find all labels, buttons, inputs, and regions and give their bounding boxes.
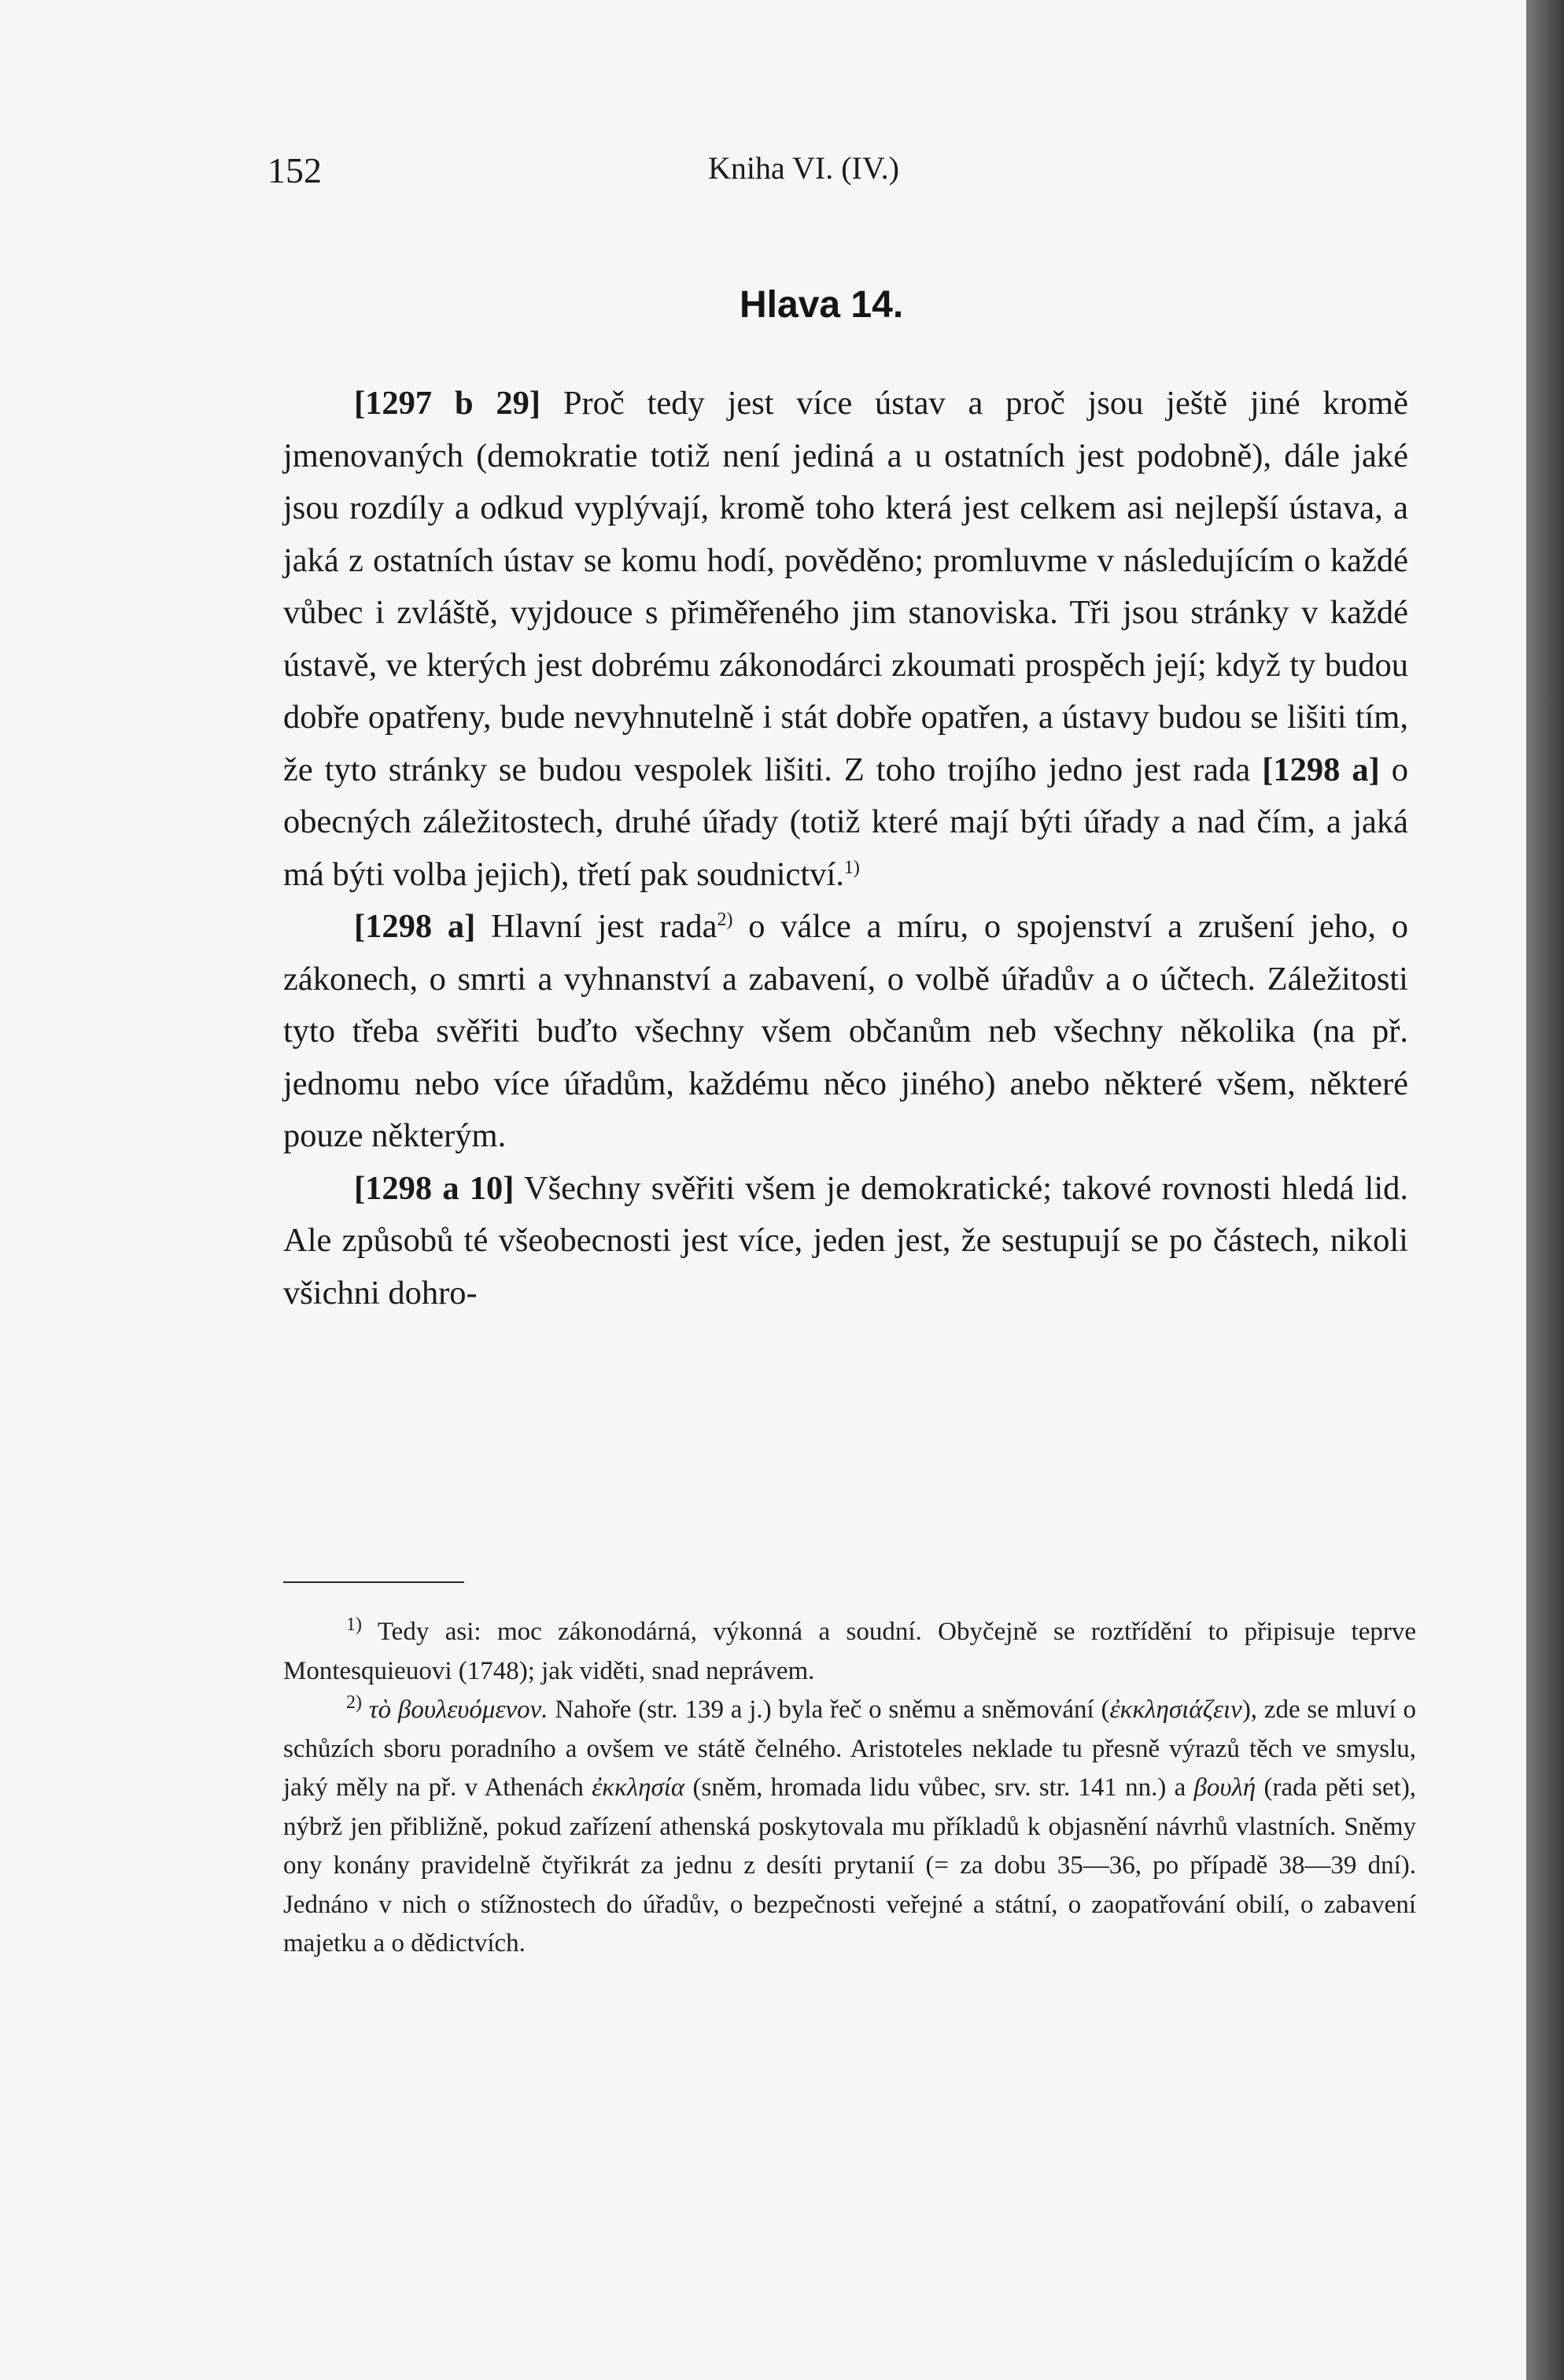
- paragraph-text: o obecných záležitostech, druhé úřady (totiž které mají býti úřady a nad čím, a jaká má býti volba jejich), třetí pak soudnictví.: [283, 751, 1409, 893]
- footnote-text: (rada pěti set), nýbrž jen přibližně, pokud zařízení athenská poskytovala mu příkladů k objasnění návrhů vlastních. Sněmy ony konány pravidelně čtyřikrát za jednu z desíti prytanií (= za dobu 35—36, po případě 38—39 dní). Jednáno v nich o stížnostech do úřadův, o bezpečnosti veřejné a státní, o zaopatřování obilí, o zabavení majetku a o dědictvích.: [283, 1773, 1417, 1958]
- paragraph-text: Všechny svěřiti všem je demokratické; takové rovnosti hledá lid. Ale způsobů té všeobecnosti jest více, jeden jest, že sestupují se po částech, nikoli všichni dohro-: [283, 1169, 1408, 1312]
- greek-term: βουλή: [1193, 1773, 1256, 1802]
- footnote-divider: [283, 1581, 464, 1583]
- page-number: 152: [267, 150, 322, 190]
- chapter-title: Hlava 14.: [740, 284, 904, 326]
- footnote-marker: 2): [717, 909, 733, 930]
- paragraph-1: [283, 378, 1408, 901]
- paragraph-3: [283, 1163, 1408, 1320]
- body-text: [283, 378, 1408, 1319]
- footnote-1: [283, 1613, 1416, 1691]
- footnote-marker: 2): [346, 1692, 362, 1713]
- greek-term: τὸ βουλευόμενον.: [368, 1696, 548, 1724]
- footnotes: [283, 1613, 1416, 1964]
- paragraph-text: Hlavní jest rada: [491, 908, 717, 945]
- footnote-text: ), zde se mluví o schůzích sboru poradního a ovšem ve státě čelného. Aristoteles neklade tu přesně výrazů těch ve smyslu, jaký měly na př. v Athenách: [283, 1696, 1417, 1802]
- paragraph-text: o válce a míru, o spojenství a zrušení jeho, o zákonech, o smrti a vyhnanství a zabavení, o volbě úřadův a o účtech. Záležitosti tyto třeba svěřiti buďto všechny všem občanům neb všechny několika (na př. jednomu nebo více úřadům, každému něco jiného) anebo některé všem, některé pouze některým.: [283, 908, 1408, 1154]
- footnote-marker: 1): [843, 857, 860, 878]
- running-head: Kniha VI. (IV.): [708, 150, 899, 186]
- footnote-text: Tedy asi: moc zákonodárná, výkonná a soudní. Obyčejně se roztřídění to připisuje teprve Montesquieuovi (1748); jak viděti, snad neprávem.: [283, 1618, 1416, 1685]
- bekker-reference: [1297 b 29]: [354, 385, 541, 422]
- paragraph-2: [283, 901, 1408, 1163]
- bekker-reference: [1298 a]: [354, 908, 476, 945]
- greek-term: ἐκκλησία: [592, 1773, 685, 1802]
- page-edge-shadow: [1526, 0, 1564, 2380]
- footnote-text: (sněm, hromada lidu vůbec, srv. str. 141 nn.) a: [692, 1773, 1186, 1802]
- greek-term: ἐκκλησιάζειν: [1109, 1696, 1242, 1724]
- footnote-2: [283, 1691, 1416, 1964]
- bekker-reference: [1298 a]: [1262, 751, 1380, 788]
- footnote-text: Nahoře (str. 139 a j.) byla řeč o sněmu a sněmování (: [555, 1696, 1110, 1724]
- footnote-marker: 1): [346, 1614, 362, 1635]
- page-header: [267, 149, 1408, 197]
- paragraph-text: Proč tedy jest více ústav a proč jsou ještě jiné kromě jmenovaných (demokratie totiž není jediná a u ostatních jest podobně), dále jaké jsou rozdíly a odkud vyplývají, kromě toho která jest celkem asi nejlepší ústava, a jaká z ostatních ústav se komu hodí, pověděno; promluvme v následujícím o každé vůbec i zvláště, vyjdouce s přiměřeného jim stanoviska. Tři jsou stránky v každé ústavě, ve kterých jest dobrému zákonodárci zkoumati prospěch její; když ty budou dobře opatřeny, bude nevyhnutelně i stát dobře opatřen, a ústavy budou se lišiti tím, že tyto stránky se budou vespolek lišiti. Z toho trojího jedno jest rada: [283, 385, 1408, 788]
- bekker-reference: [1298 a 10]: [354, 1169, 515, 1207]
